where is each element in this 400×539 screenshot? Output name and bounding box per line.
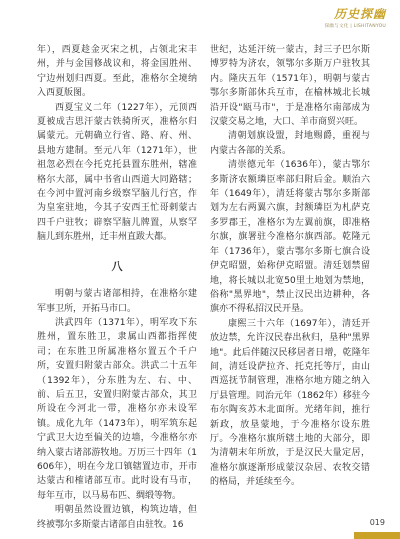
paragraph: 明朝虽然设置边镇，构筑边墙，但终被鄂尔多斯蒙古诸部自由驻牧。16 <box>37 505 197 530</box>
paragraph: 康熙三十六年（1697年），清廷开放边禁，允许汉民春出秋归，垦种"黑界地"。此后伴随汉民移居者日增，乾隆年间，清廷设萨拉齐、托克托等厅，由山西巡抚节制管理，准格尔地方随之纳入厅县管理。同治元年（1862年）移驻今布尔陶亥苏木北面所。光绪年间，推行新政，放垦蒙地，于今准格尔设东胜厅。今准格尔旗所辖土地的大部分，即为清朝末年所放，于是汉民大量定居，准格尔旗逐渐形成蒙汉杂居、农牧交错的格局，并延续至今。 <box>210 318 370 488</box>
page-number: 019 <box>369 518 385 527</box>
footer-accent-bar <box>354 532 400 539</box>
paragraph: 清崇德元年（1636年），蒙古鄂尔多斯济农额璘臣率部归附后金。顺治六年（1649年），清廷将蒙古鄂尔多斯部划为左右两翼六旗，封额璘臣为札萨克多罗郡王，准格尔为左翼前旗，即准格尔旗，旗署驻今准格尔旗西部。乾隆元年（1736年），蒙古鄂尔多斯七旗合设伊克昭盟，始称伊克昭盟。清廷划禁留地，将长城以北宽50里土地划为禁地，俗称"黑界地"，禁止汉民出边耕种，各旗亦不得私招汉民开垦。 <box>210 160 370 315</box>
paragraph: 世纪，达延汗统一蒙古，封三子巴尔斯博罗特为济农，领鄂尔多斯万户驻牧其内。隆庆五年（1571年），明朝与蒙古鄂尔多斯部休兵互市，在榆林城北长城沿开设"瓯马市"，于是准格尔南部成为汉蒙交易之地，大口、羊市商贸兴旺。 <box>210 45 370 128</box>
right-text-column <box>210 43 370 490</box>
paragraph: 洪武四年（1371年），明军攻下东胜州，置东胜卫，隶属山西都指挥使司；在东胜卫所属准格尔置五个千户所，安置归附蒙古部众。洪武二十五年（1392年），分东胜为左、右、中、前、后五卫，安置归附蒙古部众，其卫所设在今河北一带，准格尔亦未设军镇。成化九年（1473年），明军筑东起宁武卫大边至偏关的边墙，今准格尔亦纳入蒙古诸部游牧地。万历三十四年（1606年），明在今龙口镇辖置边市，开市达蒙古和榷诸部互市。此时设有马市，每年互市，以马易布匹、绸缎等物。 <box>37 317 197 501</box>
paragraph: 明朝与蒙古诸部相持，在准格尔建军事卫所，开拓马市口。 <box>37 289 197 314</box>
left-text-column <box>37 43 197 532</box>
section-number: 八 <box>111 259 123 273</box>
paragraph: 清朝划旗设盟，封地赐爵，重视与内蒙古各部的关系。 <box>210 131 370 156</box>
header-subtitle: 探幽与文化 | LISHITANYOU <box>324 24 386 29</box>
paragraph: 年），西夏趁金灭宋之机，占领北宋丰州，并与金国修战议和，将金国胜州、宁边州划归西夏。至此，准格尔全境纳入西夏版图。 <box>37 45 197 99</box>
header-title: 历史探幽 <box>333 7 386 21</box>
page-header <box>325 5 386 29</box>
paragraph: 西夏宝义二年（1227年），元顶西夏被成吉思汗蒙古铁骑所灭，准格尔归属蒙元。元朝确立行省、路、府、州、县地方建制。至元八年（1271年），世祖忽必烈在今托克托县置东胜州，辖准格尔大部，属中书省山西道大同路辖；在今河中置河南乡级察罕脑儿行宫，作为皇室驻地，今其子安西王忙哥剌蒙古四千户驻牧；辟察罕脑儿牌置，从察罕脑儿到东胜州，迁丰州直跋大都。 <box>37 102 197 243</box>
